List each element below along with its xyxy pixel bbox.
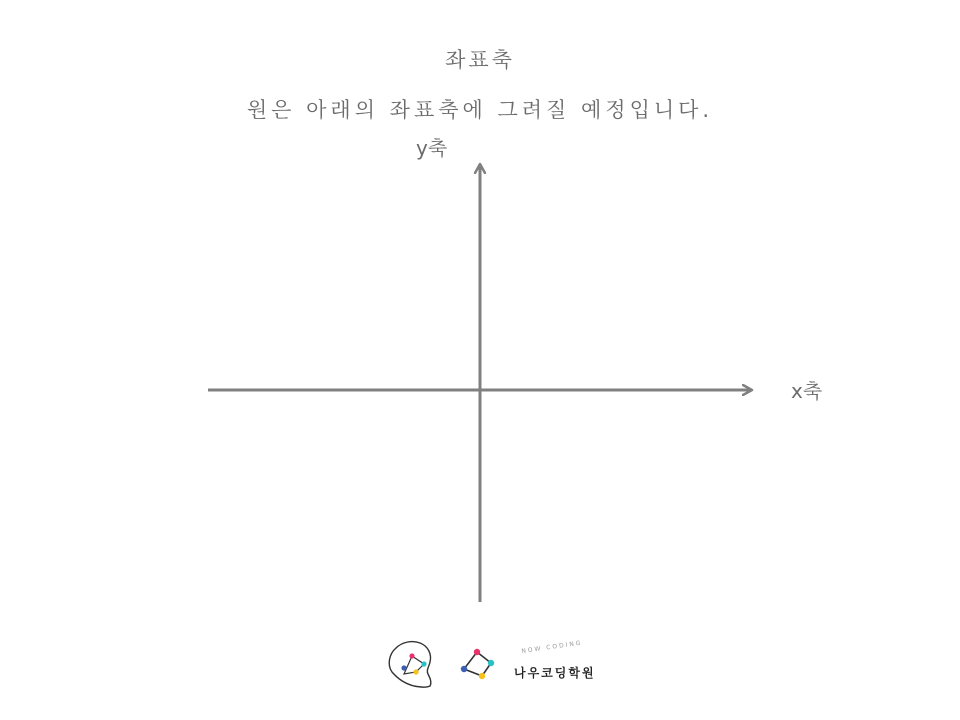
slide-title: 좌표축 [445, 48, 515, 72]
brand-tagline: NOW CODING [521, 639, 583, 655]
network-diamond-icon [461, 649, 494, 679]
footer-logo [384, 634, 504, 694]
brain-outline-icon [389, 642, 431, 688]
slide-subtitle: 원은 아래의 좌표축에 그려질 예정입니다. [246, 98, 714, 122]
brand-name: 나우코딩학원 [514, 666, 596, 680]
x-axis-label: x축 [791, 379, 823, 403]
y-axis-label: y축 [416, 136, 448, 160]
